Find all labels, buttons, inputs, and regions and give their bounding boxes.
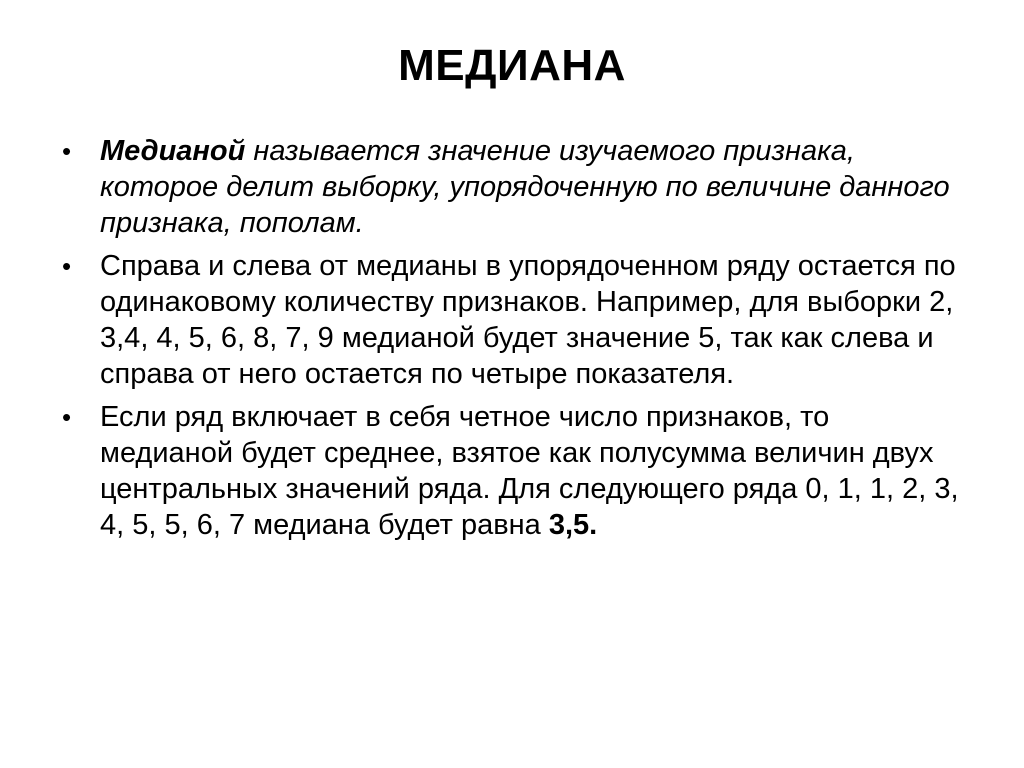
bullet-example-even (62, 399, 962, 543)
definition-term: Медианой (100, 135, 246, 167)
slide-title: МЕДИАНА (398, 41, 626, 90)
bullet-dot-icon: • (62, 136, 72, 166)
bullet-definition (62, 133, 962, 241)
definition-text: называется значение изучаемого признака, которое делит выборку, упорядоченную по величине данного признака, пополам. (100, 135, 950, 239)
example-odd-text: Справа и слева от медианы в упорядоченном ряду остается по одинаковому количеству признаков. Например, для выборки 2, 3,4, 4, 5, 6, 8, 7, 9 медианой будет значение 5, так как слева и справа от него остается по четыре показателя. (100, 250, 956, 390)
example-even-result: 3,5. (548, 509, 598, 541)
bullet-example-odd (62, 248, 962, 392)
bullet-dot-icon: • (62, 402, 72, 432)
example-even-text: Если ряд включает в себя четное число признаков, то медианой будет среднее, взятое как полусумма величин двух центральных значений ряда. Для следующего ряда 0, 1, 1, 2, 3, 4, 5, 5, 6, 7 медиана будет равна (100, 401, 959, 541)
bullet-dot-icon: • (62, 251, 72, 281)
bullet-list (62, 133, 962, 550)
